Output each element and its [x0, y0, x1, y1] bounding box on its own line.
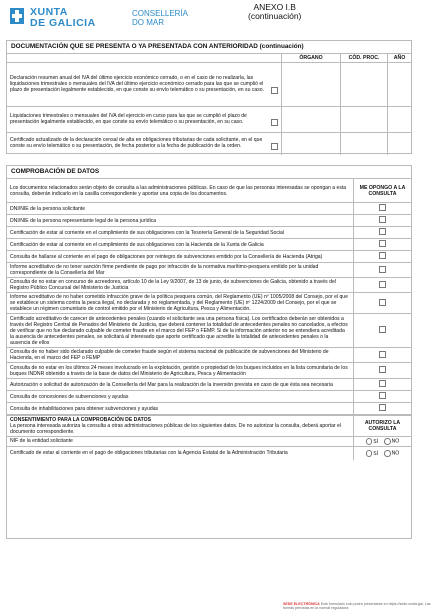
doc-checkbox[interactable] [271, 119, 278, 126]
documentation-table [7, 53, 411, 155]
consent-row-label: Certificado de estar al corriente en el pago de obligaciones tributarias con la Agencia Estatal de la Administración Tributaria [7, 446, 354, 460]
org-line1: XUNTA [30, 6, 68, 18]
verification-row-label: Certificación de estar al corriente en el cumplimiento de sus obligaciones con la Tesorería General de la Seguridad Social [7, 227, 354, 239]
doc-row: Liquidaciones trimestrales o mensuales del IVA del ejercicio en curso para las que se cumplió el plazo de presentación legalmente establecido, en que conste su envío telemático o su presentación, en su caso. [7, 107, 282, 133]
verification-row-label: Consulta de hallarse al corriente en el pago de obligaciones por reintegro de subvenciones emitido por la Consellería de Hacienda (Atriga) [7, 251, 354, 263]
verification-row-label: Consulta de concesiones de subvenciones y ayudas [7, 391, 354, 403]
org-line2: DE GALICIA [30, 17, 96, 29]
oppose-cell [354, 391, 412, 403]
organo-field[interactable] [282, 133, 341, 155]
oppose-checkbox[interactable] [379, 380, 386, 387]
doc-row: Declaración resumen anual del IVA del último ejercicio económico cerrado, o en el caso de no realizarla, las liquidaciones trimestrales o mensuales del IVA del último ejercicio económico cerrado para las que se cumplió el plazo de presentación legalmente establecido, en que conste su envío telemático o su presentación, en su caso. [7, 63, 282, 107]
verification-table [7, 178, 411, 415]
verification-row [7, 293, 411, 314]
annex-label [248, 3, 301, 21]
verification-row-label: Certificado acreditativo de carecer de antecedentes penales (cuando el solicitante sea una persona física). Los certificados deberán ser obtenidos a través del Registro Central de Penados del Ministerio de Justicia, que deberá contener la totalidad de antecedentes penales no cancelados, a efectos de verificar que no fue declarado culpable de cometer fraude en el marco del FEP o FEMP. Si de la información anterior no se entendiera acreditada la ausencia de antecedentes penales, se solicitará al interesado que aporte certificado que acredite la totalidad de antecedentes penales o la ausencia de ellos [7, 314, 354, 348]
authorize-no-radio[interactable] [384, 438, 391, 445]
oppose-cell [354, 379, 412, 391]
authorize-yes-label: SÍ [373, 450, 379, 457]
verification-row-label: Consulta de no haber sido declarado culpable de cometer fraude según el sistema nacional de publicación de subvenciones del Ministerio de Hacienda, en el marco del FEP o FEMP [7, 348, 354, 363]
oppose-checkbox[interactable] [379, 392, 386, 399]
verification-row [7, 314, 411, 348]
verification-row-label: Consulta de no estar en concurso de acreedores, artículo 10 de la Ley 9/2007, de 13 de junio, de subvenciones de Galicia, obtenido a través del Registro Público Concursal del Ministerio de Justicia [7, 278, 354, 293]
annex-line1: ANEXO I.B [253, 2, 296, 12]
doc-checkbox[interactable] [271, 143, 278, 150]
authorize-yes-radio[interactable] [366, 450, 373, 457]
oppose-cell [354, 403, 412, 415]
consent-row [7, 446, 411, 460]
oppose-checkbox[interactable] [379, 240, 386, 247]
xunta-logo [10, 6, 189, 32]
verification-row-label: Certificación de estar al corriente en el cumplimiento de sus obligaciones con la Hacienda de la Xunta de Galicia [7, 239, 354, 251]
col-cod-proc: CÓD. PROC. [341, 54, 388, 63]
oppose-checkbox[interactable] [379, 281, 386, 288]
footer [283, 602, 433, 610]
verification-row [7, 363, 411, 379]
org-name [30, 7, 96, 29]
oppose-cell [354, 251, 412, 263]
verification-row [7, 203, 411, 215]
intro-text: Los documentos relacionados serán objeto de consulta a las administraciones públicas. En caso de que las personas interesadas se opongan a esta consulta, deberán indicarlo en la casilla correspondiente y aportar una copia de los documentos. [7, 179, 354, 203]
section2-title: COMPROBACIÓN DE DATOS [11, 168, 100, 175]
cod-proc-field[interactable] [341, 133, 388, 155]
verification-row-label: DNI/NIE de la persona representante legal de la persona jurídica [7, 215, 354, 227]
authorize-cell [354, 437, 412, 447]
ano-field[interactable] [388, 107, 412, 133]
organo-field[interactable] [282, 107, 341, 133]
verification-row [7, 227, 411, 239]
verification-row [7, 239, 411, 251]
verification-row-label: Consulta de inhabilitaciones para obtener subvenciones y ayudas [7, 403, 354, 415]
consent-title: CONSENTIMIENTO PARA LA COMPROBACIÓN DE DATOS [10, 417, 152, 423]
oppose-cell [354, 363, 412, 379]
consent-row [7, 437, 411, 447]
verification-row [7, 278, 411, 293]
authorize-no-label: NO [391, 450, 400, 457]
authorize-no-radio[interactable] [384, 450, 391, 457]
oppose-cell [354, 203, 412, 215]
col-authorize: AUTORIZO LA CONSULTA [354, 416, 412, 437]
verification-row [7, 391, 411, 403]
oppose-cell [354, 215, 412, 227]
cod-proc-field[interactable] [341, 107, 388, 133]
verification-row-label: Autorización o solicitud de autorización de la Consellería del Mar para la realización de la inversión prevista en caso de que ésta sea necesaria [7, 379, 354, 391]
cross-icon [10, 8, 24, 24]
verification-row [7, 251, 411, 263]
verification-row [7, 348, 411, 363]
authorize-yes-label: SÍ [373, 438, 379, 445]
organo-field[interactable] [282, 63, 341, 107]
dept-line2: DO MAR [132, 17, 164, 27]
oppose-checkbox[interactable] [379, 204, 386, 211]
footer-text: Este formulario solo podrá presentarse en https://sede.xunta.gal. Las formas previstas en la normal reguladora [283, 602, 431, 610]
ano-field[interactable] [388, 63, 412, 107]
oppose-checkbox[interactable] [379, 228, 386, 235]
oppose-cell [354, 278, 412, 293]
dept-line1: CONSELLERÍA [132, 9, 189, 18]
data-verification-section [6, 165, 412, 539]
consent-header [7, 416, 354, 437]
oppose-cell [354, 348, 412, 363]
authorize-yes-radio[interactable] [366, 438, 373, 445]
verification-row-label: DNI/NIE de la persona solicitante [7, 203, 354, 215]
verification-row-label: Informe acreditativo de no tener sanción firme pendiente de pago por infracción de la normativa marítimo-pesquera emitido por la unidad correspondiente de la Consellería del Mar [7, 263, 354, 278]
oppose-cell [354, 314, 412, 348]
doc-checkbox[interactable] [271, 87, 278, 94]
oppose-checkbox[interactable] [379, 366, 386, 373]
verification-row [7, 215, 411, 227]
oppose-cell [354, 263, 412, 278]
verification-row [7, 403, 411, 415]
oppose-cell [354, 293, 412, 314]
oppose-checkbox[interactable] [379, 252, 386, 259]
oppose-checkbox[interactable] [379, 216, 386, 223]
verification-row [7, 379, 411, 391]
verification-row-label: Informe acreditativo de no haber cometido infracción grave de la política pesquera común, del Reglamento (UE) nº 1005/2008 del Consejo, por el que se establece un sistema contra la pesca ilegal, no declarada y no reglamentada, y del Reglamento (UE) nº 1224/2009 del Consejo, por el que se establece un régimen comunitario de control emitido por el Ministerio de Agricultura, Pesca y Alimentación. [7, 293, 354, 314]
ano-field[interactable] [388, 133, 412, 155]
oppose-checkbox[interactable] [379, 266, 386, 273]
col-ano: AÑO [388, 54, 412, 63]
department-name [132, 10, 188, 27]
oppose-checkbox[interactable] [379, 326, 386, 333]
documentation-section [6, 40, 412, 154]
col-organo: ÓRGANO [282, 54, 341, 63]
doc-row: Certificado actualizado de la declaración censal de alta en obligaciones tributarias de cada solicitante, en el que conste su envío telemático o su presentación, de fecha posterior a la fecha de publicación de la orden. [7, 133, 282, 155]
authorize-cell [354, 446, 412, 460]
col-oppose: ME OPONGO A LA CONSULTA [354, 179, 412, 203]
consent-table [7, 415, 411, 460]
cod-proc-field[interactable] [341, 63, 388, 107]
verification-row-label: Consulta de no estar en los últimos 24 meses involucrado en la explotación, gestión o propiedad de los buques incluidos en la lista comunitaria de los buques INDNR obtenido a través de la base de datos del Ministerio de Agricultura, Pesca y Alimentación [7, 363, 354, 379]
oppose-checkbox[interactable] [379, 299, 386, 306]
consent-text: La persona interesada autoriza la consulta a otras administraciones públicas de los siguientes datos. De no autorizar la consulta, deberá aportar el documento correspondiente. [10, 423, 342, 435]
oppose-cell [354, 239, 412, 251]
oppose-checkbox[interactable] [379, 404, 386, 411]
footer-brand: SEDE ELECTRÓNICA [283, 602, 320, 606]
authorize-no-label: NO [391, 438, 400, 445]
section1-title: DOCUMENTACIÓN QUE SE PRESENTA O YA PRESENTADA CON ANTERIORIDAD (continuación) [11, 43, 304, 50]
consent-row-label: NIF de la entidad solicitante [7, 437, 354, 447]
oppose-cell [354, 227, 412, 239]
verification-row [7, 263, 411, 278]
oppose-checkbox[interactable] [379, 351, 386, 358]
annex-line2: (continuación) [248, 11, 302, 21]
